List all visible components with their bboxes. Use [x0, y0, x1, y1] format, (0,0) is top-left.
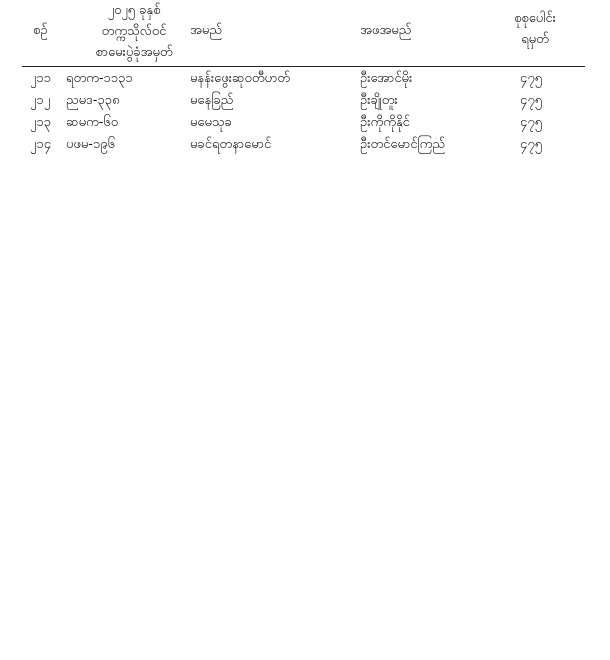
cell-exam-roll-number: ရတက-၁၁၃၁ — [66, 71, 133, 86]
header-divider — [22, 66, 585, 67]
header-name: အမည် — [190, 23, 222, 38]
cell-father-name: ဦးချိုတူး — [360, 93, 398, 108]
cell-serial-number: ၂၁၄ — [30, 137, 52, 152]
table-row — [0, 134, 610, 156]
cell-name: မမေသုခ — [190, 115, 232, 130]
table-row — [0, 90, 610, 112]
cell-total-marks: ၄၇၅ — [520, 137, 542, 152]
header-exam-roll-number — [84, 0, 184, 63]
cell-exam-roll-number: ဆမက-၆၀ — [66, 115, 119, 130]
cell-exam-roll-number: ပဖမ-၁၉၆ — [66, 137, 115, 152]
header-total-line-1: စုစုပေါင်း — [514, 11, 556, 26]
cell-father-name: ဦးကိုကိုနိုင် — [360, 115, 410, 130]
cell-name: မနေခြည် — [190, 93, 234, 108]
header-total-marks — [500, 8, 570, 50]
cell-father-name: ဦးအောင်မိုး — [360, 71, 413, 86]
header-exam-roll-line-1: ၂၀၂၅ ခုနှစ် — [107, 3, 161, 18]
table-row — [0, 68, 610, 90]
cell-serial-number: ၂၁၂ — [30, 93, 51, 108]
cell-exam-roll-number: ညမဒ-၃၃၈ — [66, 93, 120, 108]
cell-father-name: ဦးတင်မောင်ကြည် — [360, 137, 445, 152]
header-exam-roll-line-2: တက္ကသိုလ်ဝင် — [101, 24, 167, 39]
cell-name: မခင်ရတနာမောင် — [190, 137, 272, 152]
cell-total-marks: ၄၇၅ — [520, 71, 542, 86]
cell-serial-number: ၂၁၁ — [30, 71, 52, 86]
cell-total-marks: ၄၇၅ — [520, 93, 542, 108]
header-father-name: အဖအမည် — [360, 23, 412, 38]
cell-total-marks: ၄၇၅ — [520, 115, 542, 130]
header-serial-number: စဉ် — [33, 23, 48, 38]
header-exam-roll-line-3: စာမေးပွဲခုံအမှတ် — [95, 45, 173, 60]
table-row — [0, 112, 610, 134]
header-total-line-2: ရမှတ် — [521, 32, 549, 47]
table-body — [0, 68, 610, 156]
cell-name: မနန်းဖွေးဆုဝတီဟတ် — [190, 71, 290, 86]
cell-serial-number: ၂၁၃ — [30, 115, 52, 130]
table-header — [0, 0, 610, 66]
